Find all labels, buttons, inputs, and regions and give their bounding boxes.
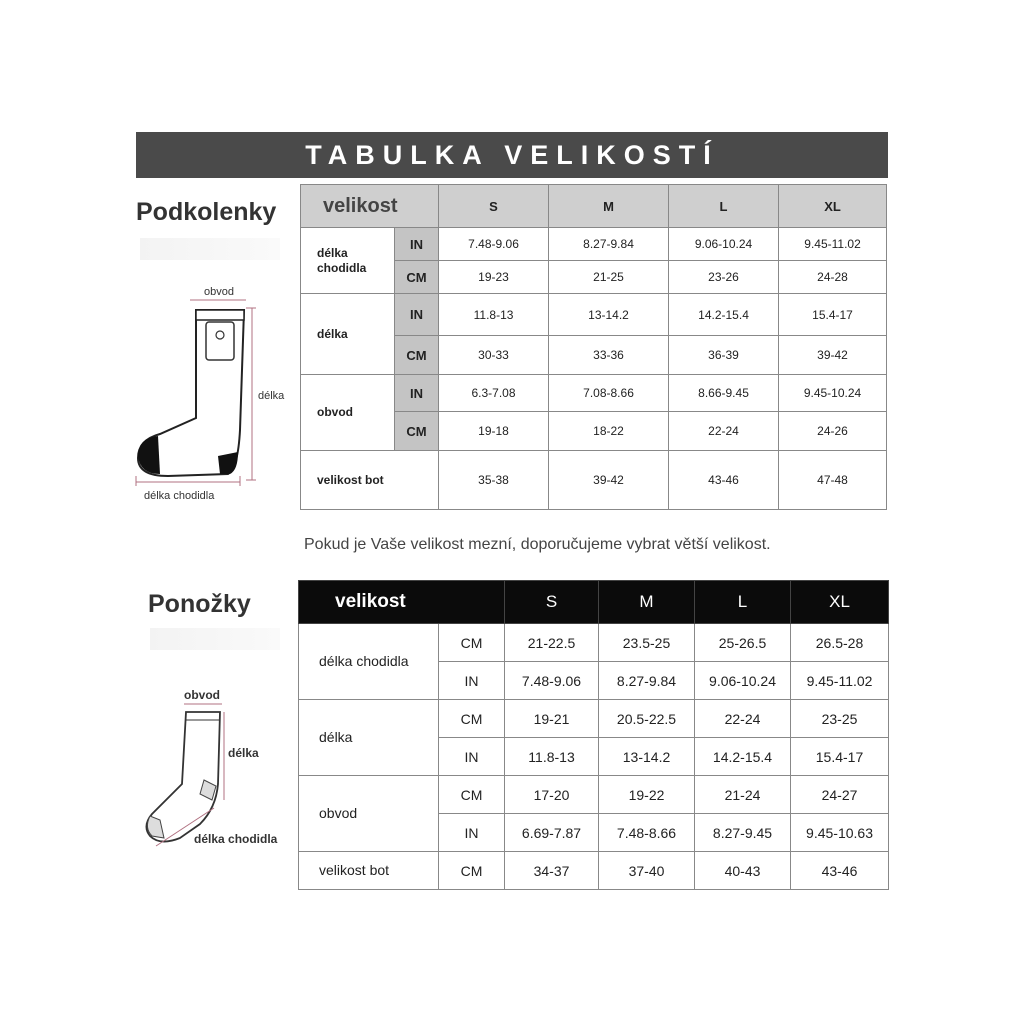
value-cell: 9.06-10.24 bbox=[669, 228, 779, 261]
header-size-l: L bbox=[669, 185, 779, 228]
value-cell: 13-14.2 bbox=[599, 738, 695, 776]
unit-cell: CM bbox=[439, 776, 505, 814]
section-title-podkolenky: Podkolenky bbox=[136, 198, 277, 226]
row-label-delka-chodidla: délka chodidla bbox=[299, 624, 439, 700]
value-cell: 11.8-13 bbox=[439, 294, 549, 336]
value-cell: 36-39 bbox=[669, 336, 779, 375]
header-velikost: velikost bbox=[301, 185, 439, 228]
diagram-label-delka-chodidla: délka chodidla bbox=[144, 490, 215, 502]
value-cell: 14.2-15.4 bbox=[669, 294, 779, 336]
header-size-l: L bbox=[695, 581, 791, 624]
row-label-velikost-bot: velikost bot bbox=[299, 852, 439, 890]
diagram-label-delka: délka bbox=[258, 390, 285, 402]
value-cell: 15.4-17 bbox=[791, 738, 889, 776]
value-cell: 7.48-9.06 bbox=[505, 662, 599, 700]
unit-cell: IN bbox=[439, 738, 505, 776]
value-cell: 43-46 bbox=[791, 852, 889, 890]
value-cell: 9.06-10.24 bbox=[695, 662, 791, 700]
section-title-ponozky: Ponožky bbox=[148, 590, 251, 618]
value-cell: 23-26 bbox=[669, 261, 779, 294]
unit-cell: CM bbox=[395, 261, 439, 294]
value-cell: 40-43 bbox=[695, 852, 791, 890]
unit-cell: IN bbox=[395, 228, 439, 261]
value-cell: 19-23 bbox=[439, 261, 549, 294]
value-cell: 9.45-10.63 bbox=[791, 814, 889, 852]
header-size-s: S bbox=[439, 185, 549, 228]
diagram-label-obvod: obvod bbox=[204, 286, 234, 298]
row-label-obvod: obvod bbox=[299, 776, 439, 852]
unit-cell: CM bbox=[439, 624, 505, 662]
value-cell: 22-24 bbox=[695, 700, 791, 738]
value-cell: 14.2-15.4 bbox=[695, 738, 791, 776]
value-cell: 7.48-8.66 bbox=[599, 814, 695, 852]
value-cell: 25-26.5 bbox=[695, 624, 791, 662]
value-cell: 47-48 bbox=[779, 451, 887, 510]
header-size-xl: XL bbox=[779, 185, 887, 228]
size-advice-note: Pokud je Vaše velikost mezní, doporučujeme vybrat větší velikost. bbox=[304, 536, 771, 553]
value-cell: 21-22.5 bbox=[505, 624, 599, 662]
value-cell: 8.66-9.45 bbox=[669, 375, 779, 412]
value-cell: 43-46 bbox=[669, 451, 779, 510]
value-cell: 8.27-9.84 bbox=[599, 662, 695, 700]
unit-cell: IN bbox=[439, 814, 505, 852]
value-cell: 13-14.2 bbox=[549, 294, 669, 336]
header-size-m: M bbox=[549, 185, 669, 228]
row-label-velikost-bot: velikost bot bbox=[301, 451, 439, 510]
row-label-delka: délka bbox=[299, 700, 439, 776]
banner-title: TABULKA VELIKOSTÍ bbox=[305, 139, 719, 170]
value-cell: 7.08-8.66 bbox=[549, 375, 669, 412]
row-label-delka-chodidla: délka chodidla bbox=[301, 228, 395, 294]
header-size-m: M bbox=[599, 581, 695, 624]
value-cell: 9.45-11.02 bbox=[791, 662, 889, 700]
value-cell: 19-21 bbox=[505, 700, 599, 738]
value-cell: 21-24 bbox=[695, 776, 791, 814]
value-cell: 34-37 bbox=[505, 852, 599, 890]
value-cell: 24-28 bbox=[779, 261, 887, 294]
value-cell: 22-24 bbox=[669, 412, 779, 451]
value-cell: 23-25 bbox=[791, 700, 889, 738]
diagram-label-obvod: obvod bbox=[184, 688, 220, 702]
value-cell: 8.27-9.45 bbox=[695, 814, 791, 852]
value-cell: 8.27-9.84 bbox=[549, 228, 669, 261]
header-size-s: S bbox=[505, 581, 599, 624]
size-table-ponozky bbox=[298, 580, 889, 890]
value-cell: 7.48-9.06 bbox=[439, 228, 549, 261]
value-cell: 23.5-25 bbox=[599, 624, 695, 662]
unit-cell: IN bbox=[395, 375, 439, 412]
value-cell: 6.69-7.87 bbox=[505, 814, 599, 852]
value-cell: 15.4-17 bbox=[779, 294, 887, 336]
value-cell: 19-22 bbox=[599, 776, 695, 814]
value-cell: 24-26 bbox=[779, 412, 887, 451]
value-cell: 6.3-7.08 bbox=[439, 375, 549, 412]
header-size-xl: XL bbox=[791, 581, 889, 624]
header-velikost: velikost bbox=[299, 581, 505, 624]
value-cell: 24-27 bbox=[791, 776, 889, 814]
value-cell: 19-18 bbox=[439, 412, 549, 451]
value-cell: 18-22 bbox=[549, 412, 669, 451]
value-cell: 37-40 bbox=[599, 852, 695, 890]
unit-cell: CM bbox=[439, 700, 505, 738]
value-cell: 39-42 bbox=[779, 336, 887, 375]
value-cell: 21-25 bbox=[549, 261, 669, 294]
value-cell: 26.5-28 bbox=[791, 624, 889, 662]
value-cell: 33-36 bbox=[549, 336, 669, 375]
value-cell: 35-38 bbox=[439, 451, 549, 510]
value-cell: 9.45-11.02 bbox=[779, 228, 887, 261]
row-label-delka: délka bbox=[301, 294, 395, 375]
row-label-obvod: obvod bbox=[301, 375, 395, 451]
unit-cell: CM bbox=[439, 852, 505, 890]
value-cell: 11.8-13 bbox=[505, 738, 599, 776]
value-cell: 17-20 bbox=[505, 776, 599, 814]
diagram-label-delka: délka bbox=[228, 746, 259, 760]
diagram-label-delka-chodidla: délka chodidla bbox=[194, 832, 278, 846]
unit-cell: CM bbox=[395, 336, 439, 375]
value-cell: 20.5-22.5 bbox=[599, 700, 695, 738]
value-cell: 39-42 bbox=[549, 451, 669, 510]
unit-cell: IN bbox=[395, 294, 439, 336]
value-cell: 30-33 bbox=[439, 336, 549, 375]
unit-cell: CM bbox=[395, 412, 439, 451]
value-cell: 9.45-10.24 bbox=[779, 375, 887, 412]
unit-cell: IN bbox=[439, 662, 505, 700]
